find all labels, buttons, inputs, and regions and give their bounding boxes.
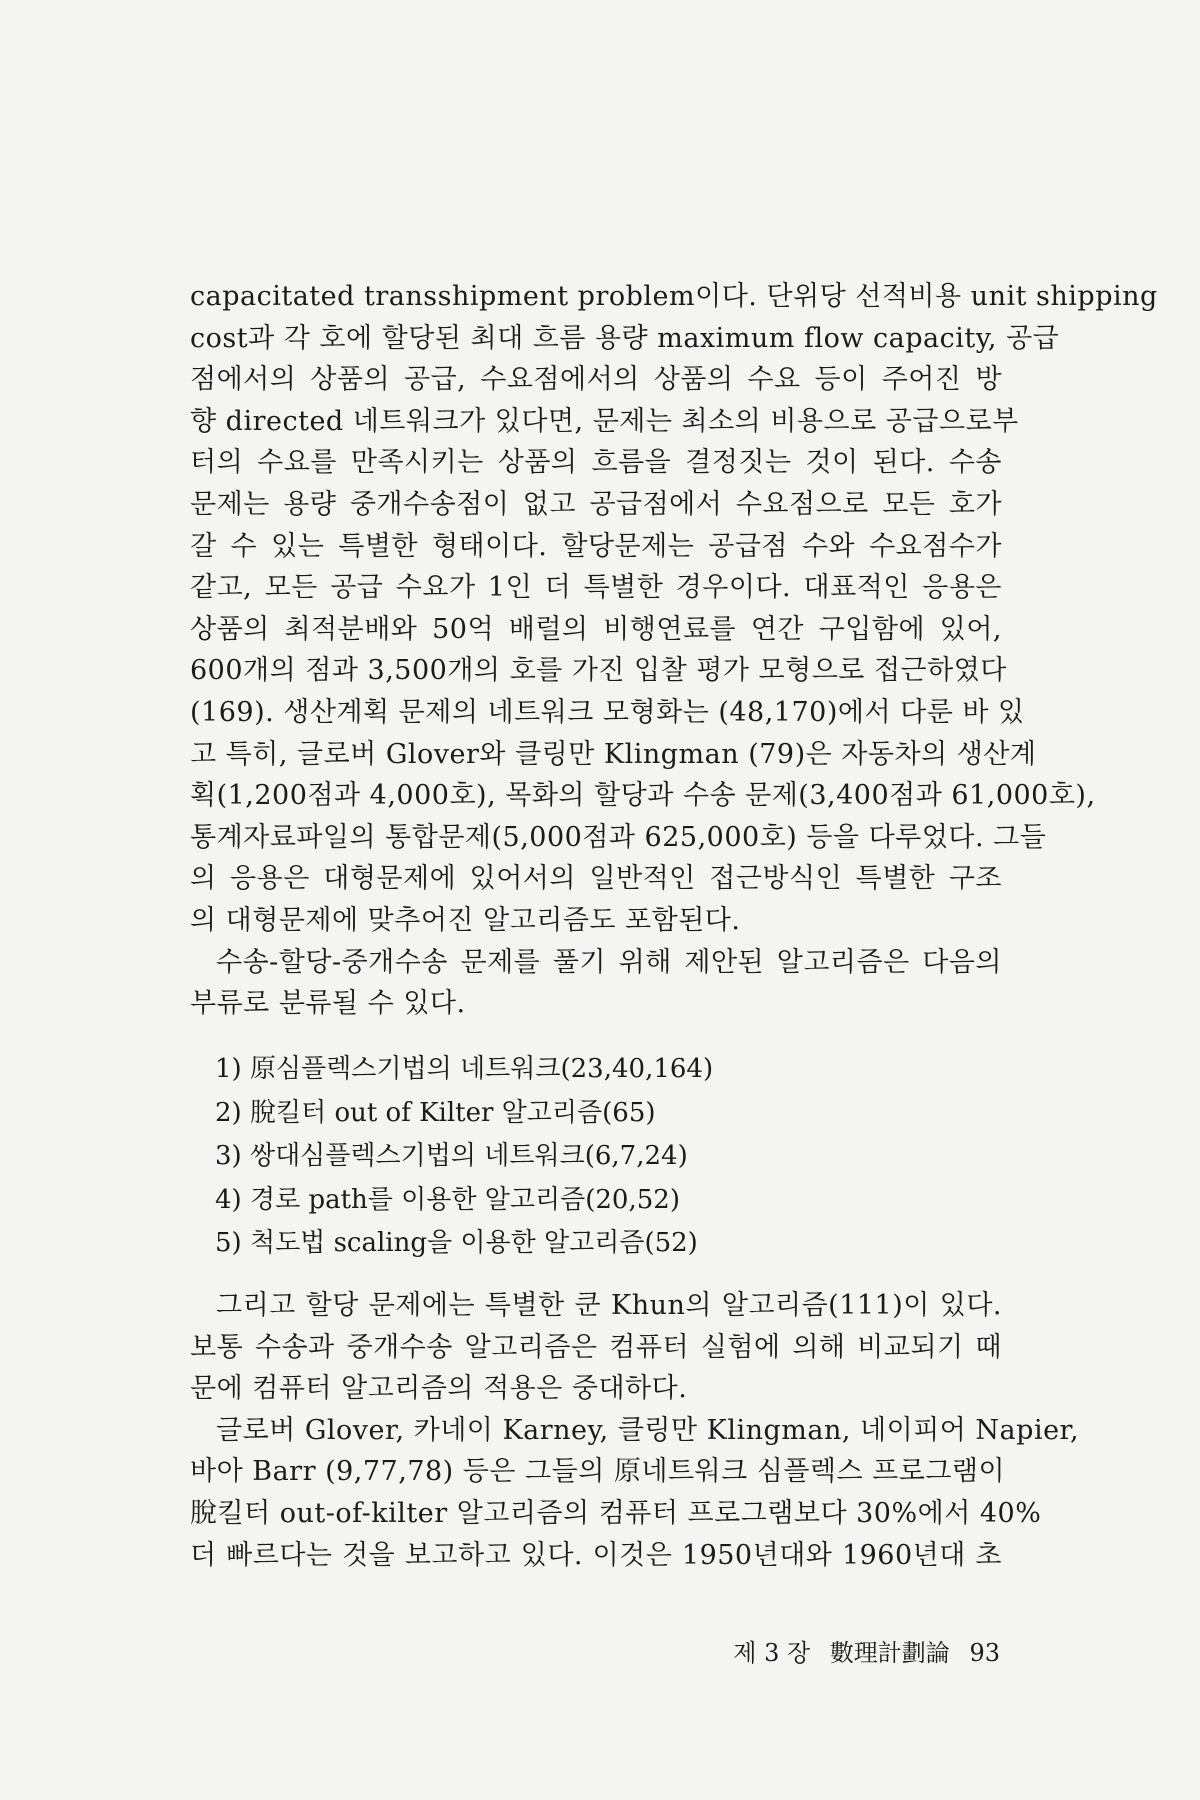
page-number: 93 (969, 1639, 1000, 1667)
text-line: 갈 수 있는 특별한 형태이다. 할당문제는 공급점 수와 수요점수가 (190, 530, 1002, 562)
text-line: capacitated transshipment problem이다. 단위당 선적비용 unit shipping (190, 281, 1158, 312)
text-line: 문에 컴퓨터 알고리즘의 적용은 중대하다. (190, 1373, 688, 1405)
text-line: 600개의 점과 3,500개의 호를 가진 입찰 평가 모형으로 접근하였다 (190, 655, 1007, 687)
text-line: 바아 Barr (9,77,78) 등은 그들의 原네트워크 심플렉스 프로그램이 (190, 1456, 1006, 1488)
list-item: 5) 척도법 scaling을 이용한 알고리즘(52) (215, 1228, 698, 1258)
text-line: 의 응용은 대형문제에 있어서의 일반적인 접근방식인 특별한 구조 (190, 863, 1002, 895)
text-line: cost과 각 호에 할당된 최대 흐름 용량 maximum flow capacity, 공급 (190, 322, 1060, 354)
list-item: 2) 脫킬터 out of Kilter 알고리즘(65) (215, 1097, 656, 1128)
text-line: 점에서의 상품의 공급, 수요점에서의 상품의 수요 등이 주어진 방 (190, 364, 1002, 396)
body-text-bottom (190, 1285, 1080, 1576)
text-line: 상품의 최적분배와 50억 배럴의 비행연료를 연간 구입함에 있어, (190, 613, 1002, 645)
text-line: 보통 수송과 중개수송 알고리즘은 컴퓨터 실험에 의해 비교되기 때 (190, 1331, 1002, 1363)
list-item: 4) 경로 path를 이용한 알고리즘(20,52) (215, 1184, 680, 1215)
text-line: 부류로 분류될 수 있다. (190, 988, 466, 1020)
text-line: (169). 생산계획 문제의 네트워크 모형화는 (48,170)에서 다룬 바 있 (190, 696, 1025, 728)
text-line: 고 특히, 글로버 Glover와 클링만 Klingman (79)은 자동차의 생산계 (190, 738, 1037, 770)
text-line: 획(1,200점과 4,000호), 목화의 할당과 수송 문제(3,400점과 61,000호), (190, 780, 1096, 812)
page-footer (680, 1633, 1000, 1668)
text-line: 통계자료파일의 통합문제(5,000점과 625,000호) 등을 다루었다. 그들 (190, 821, 1047, 853)
text-line: 같고, 모든 공급 수요가 1인 더 특별한 경우이다. 대표적인 응용은 (190, 572, 1002, 604)
body-text-top (190, 276, 1158, 1025)
text-line: 문제는 용량 중개수송점이 없고 공급점에서 수요점으로 모든 호가 (190, 488, 1002, 520)
text-line: 터의 수요를 만족시키는 상품의 흐름을 결정짓는 것이 된다. 수송 (190, 447, 1002, 479)
list-item: 3) 쌍대심플렉스기법의 네트워크(6,7,24) (215, 1141, 688, 1171)
text-line: 더 빠르다는 것을 보고하고 있다. 이것은 1950년대와 1960년대 초 (190, 1539, 1002, 1571)
chapter-label: 제 3 장 (733, 1639, 811, 1667)
section-title: 數理計劃論 (829, 1639, 950, 1667)
algorithm-list (215, 1048, 915, 1266)
text-line: 脫킬터 out-of-kilter 알고리즘의 컴퓨터 프로그램보다 30%에서 40% (190, 1497, 1042, 1529)
list-item: 1) 原심플렉스기법의 네트워크(23,40,164) (215, 1054, 714, 1084)
text-line: 의 대형문제에 맞추어진 알고리즘도 포함된다. (190, 904, 741, 936)
text-line: 수송-할당-중개수송 문제를 풀기 위해 제안된 알고리즘은 다음의 (216, 946, 1002, 978)
text-line: 그리고 할당 문제에는 특별한 쿤 Khun의 알고리즘(111)이 있다. (216, 1290, 1002, 1321)
text-line: 글로버 Glover, 카네이 Karney, 클링만 Klingman, 네이피어 Napier, (216, 1414, 1080, 1446)
text-line: 향 directed 네트워크가 있다면, 문제는 최소의 비용으로 공급으로부 (190, 405, 1019, 437)
